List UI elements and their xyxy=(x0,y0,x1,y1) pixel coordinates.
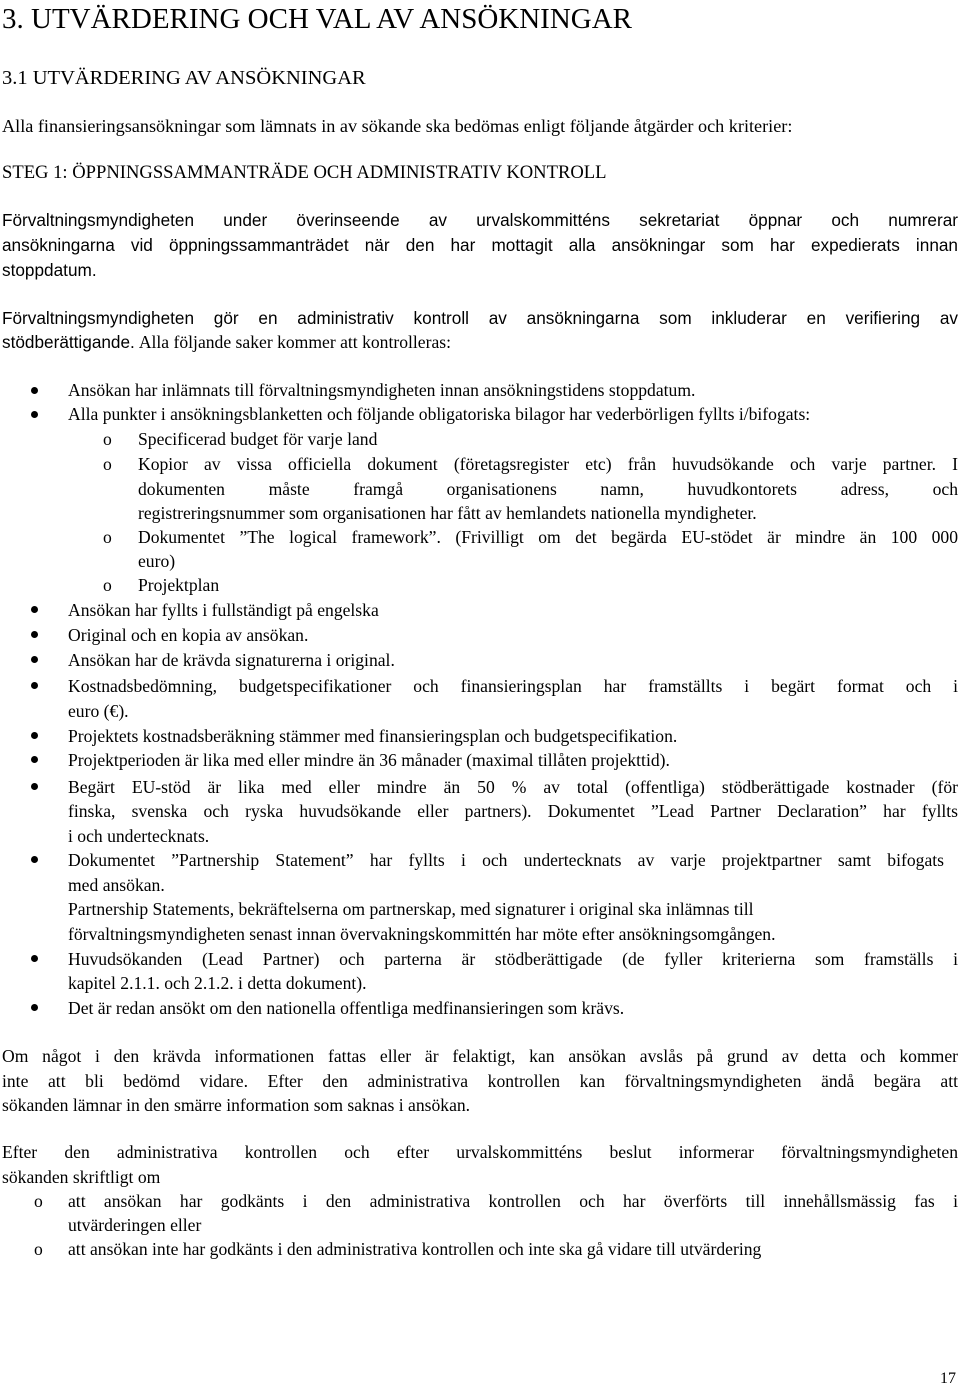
para3-line1: Om något i den krävda informationen fattas eller är felaktigt, kan ansökan avslås på grund av detta och kommer xyxy=(2,1046,958,1066)
sub-item-4: Projektplan xyxy=(138,575,220,595)
check-item-6-line2: euro (€). xyxy=(68,701,129,721)
check-item-2: Alla punkter i ansökningsblanketten och följande obligatoriska bilagor har vederbörligen fyllts i/bifogats: xyxy=(68,404,811,424)
final-item-1-line1: att ansökan har godkänts i den administrativa kontrollen och har överförts till innehållsmässig fas i xyxy=(68,1191,958,1211)
bullet-marker xyxy=(31,783,38,790)
para4-line2: sökanden skriftligt om xyxy=(2,1167,161,1187)
heading-section: 3.1 UTVÄRDERING AV ANSÖKNINGAR xyxy=(2,67,366,89)
sub-item-3-line2: euro) xyxy=(138,551,176,571)
check-item-10-line2: med ansökan. xyxy=(68,875,165,895)
check-item-10-extra-line1: Partnership Statements, bekräftelserna om partnerskap, med signaturer i original ska inlämnas till xyxy=(68,899,754,919)
final-item-1-line2: utvärderingen eller xyxy=(68,1215,202,1235)
check-item-9-line1: Begärt EU-stöd är lika med eller mindre än 50 % av total (offentliga) stödberättigade kostnader (för xyxy=(68,777,958,797)
sub-marker: o xyxy=(103,527,112,547)
check-item-4: Original och en kopia av ansökan. xyxy=(68,625,309,645)
bullet-marker xyxy=(31,955,38,962)
sub-marker: o xyxy=(103,429,112,449)
sub-marker: o xyxy=(103,454,112,474)
para3-line2: inte att bli bedömd vidare. Efter den administrativa kontrollen kan förvaltningsmyndigheten ändå begära att xyxy=(2,1071,958,1091)
final-item-2: att ansökan inte har godkänts i den administrativa kontrollen och inte ska gå vidare till utvärdering xyxy=(68,1239,762,1259)
para3-line3: sökanden lämnar in den smärre information som saknas i ansökan. xyxy=(2,1095,471,1115)
check-item-7: Projektets kostnadsberäkning stämmer med finansieringsplan och budgetspecifikation. xyxy=(68,726,678,746)
sub-item-1: Specificerad budget för varje land xyxy=(138,429,378,449)
sub-item-2-line3: registreringsnummer som organisationen har fått av hemlandets nationella myndigheter. xyxy=(138,503,757,523)
para1-line1: Förvaltningsmyndigheten under överinseende av urvalskommitténs sekretariat öppnar och numrerar xyxy=(2,210,958,230)
bullet-marker xyxy=(31,856,38,863)
intro-text: Alla finansieringsansökningar som lämnats in av sökande ska bedömas enligt följande åtgärder och kriterier: xyxy=(2,116,793,136)
check-item-9-line3: i och undertecknats. xyxy=(68,826,210,846)
bullet-marker xyxy=(31,387,38,394)
check-item-8: Projektperioden är lika med eller mindre än 36 månader (maximal tillåten projekttid). xyxy=(68,750,670,770)
para2-line2: stödberättigande. Alla följande saker kommer att kontrolleras: xyxy=(2,332,452,352)
bullet-marker xyxy=(31,682,38,689)
sub-item-2-line2: dokumenten måste framgå organisationens namn, huvudkontorets adress, och xyxy=(138,479,958,499)
para1-line2: ansökningarna vid öppningssammanträdet när den har mottagit alla ansökningar som har expedierats innan xyxy=(2,235,958,255)
page-number: 17 xyxy=(940,1370,956,1387)
check-item-11-line2: kapitel 2.1.1. och 2.1.2. i detta dokument). xyxy=(68,973,367,993)
check-item-10-line1: Dokumentet ”Partnership Statement” har fyllts i och undertecknats av varje projektpartner samt bifogats xyxy=(68,850,944,870)
para1-line3: stoppdatum. xyxy=(2,260,97,280)
bullet-marker xyxy=(31,732,38,739)
sub-item-2-line1: Kopior av vissa officiella dokument (företagsregister etc) från huvudsökande och varje partner. I xyxy=(138,454,958,474)
check-item-11-line1: Huvudsökanden (Lead Partner) och parterna är stödberättigade (de fyller kriterierna som framställs i xyxy=(68,949,958,969)
check-item-12: Det är redan ansökt om den nationella offentliga medfinansieringen som krävs. xyxy=(68,998,625,1018)
bullet-marker xyxy=(31,411,38,418)
bullet-marker xyxy=(31,656,38,663)
bullet-marker xyxy=(31,606,38,613)
check-item-9-line2: finska, svenska och ryska huvudsökande eller partners). Dokumentet ”Lead Partner Declaration” har fyllts xyxy=(68,801,958,821)
bullet-marker xyxy=(31,631,38,638)
check-item-3: Ansökan har fyllts i fullständigt på engelska xyxy=(68,600,379,620)
check-item-10-extra-line2: förvaltningsmyndigheten senast innan övervakningskommittén har möte efter ansökningsomgången. xyxy=(68,924,776,944)
final-marker: o xyxy=(34,1191,43,1211)
sub-item-3-line1: Dokumentet ”The logical framework”. (Frivilligt om det begärda EU-stödet är mindre än 100 000 xyxy=(138,527,958,547)
bullet-marker xyxy=(31,756,38,763)
heading-chapter: 3. UTVÄRDERING OCH VAL AV ANSÖKNINGAR xyxy=(2,3,633,35)
check-item-5: Ansökan har de krävda signaturerna i original. xyxy=(68,650,395,670)
final-marker: o xyxy=(34,1239,43,1259)
check-item-6-line1: Kostnadsbedömning, budgetspecifikationer och finansieringsplan har framställts i begärt format och i xyxy=(68,676,958,696)
para4-line1: Efter den administrativa kontrollen och efter urvalskommitténs beslut informerar förvaltningsmyndigheten xyxy=(2,1142,958,1162)
bullet-marker xyxy=(31,1004,38,1011)
step1-title: STEG 1: ÖPPNINGSSAMMANTRÄDE OCH ADMINISTRATIV KONTROLL xyxy=(2,162,607,183)
para2-line1: Förvaltningsmyndigheten gör en administrativ kontroll av ansökningarna som inkluderar en verifiering av xyxy=(2,308,958,328)
sub-marker: o xyxy=(103,575,112,595)
check-item-1: Ansökan har inlämnats till förvaltningsmyndigheten innan ansökningstidens stoppdatum. xyxy=(68,380,696,400)
